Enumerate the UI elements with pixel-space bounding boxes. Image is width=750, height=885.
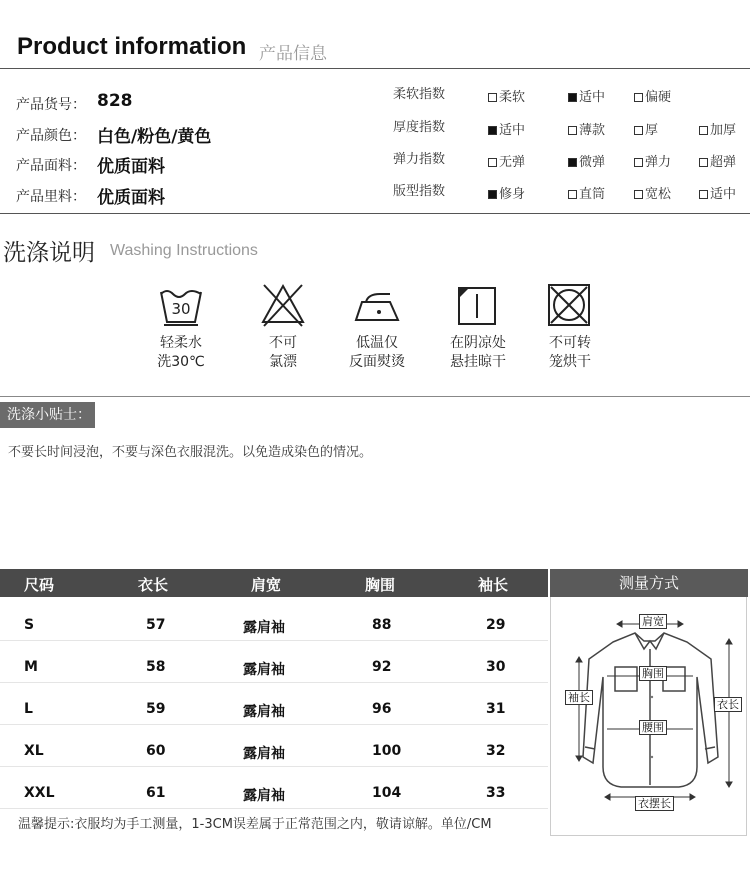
line-dry-shade-icon xyxy=(455,282,501,328)
index-option-label: 适中 xyxy=(579,90,606,105)
row-divider xyxy=(0,682,548,683)
unchecked-box-icon xyxy=(568,190,577,199)
wash-caption-line: 轻柔水 xyxy=(160,335,202,351)
divider xyxy=(0,68,750,69)
row-divider xyxy=(0,808,548,809)
divider xyxy=(0,213,750,214)
unchecked-box-icon xyxy=(634,190,643,199)
index-option-label: 弹力 xyxy=(645,155,672,170)
checked-box-icon xyxy=(568,158,577,167)
sleeve-label: 袖长 xyxy=(565,690,593,705)
index-option xyxy=(634,86,671,105)
wash-temp-label: 30 xyxy=(171,300,191,318)
divider xyxy=(0,396,750,397)
wash-caption-line: 不可转 xyxy=(549,335,591,351)
table-cell: 61 xyxy=(146,785,166,801)
index-option-label: 薄款 xyxy=(579,123,606,138)
table-cell: 33 xyxy=(486,785,506,801)
measure-title: 测量方式 xyxy=(550,569,748,597)
table-cell: 57 xyxy=(146,617,166,633)
index-name: 厚度指数 xyxy=(393,120,446,135)
table-cell: 露肩袖 xyxy=(243,704,285,720)
index-option xyxy=(699,183,736,202)
field-value: 优质面料 xyxy=(97,188,165,208)
table-cell: 露肩袖 xyxy=(243,788,285,804)
checked-box-icon xyxy=(568,93,577,102)
row-divider xyxy=(0,640,548,641)
index-option xyxy=(488,183,525,202)
index-name: 柔软指数 xyxy=(393,87,446,102)
wash-caption-line: 反面熨烫 xyxy=(349,354,405,370)
index-option xyxy=(568,86,605,105)
column-header: 胸围 xyxy=(365,576,396,594)
unchecked-box-icon xyxy=(634,126,643,135)
length-label: 衣长 xyxy=(714,697,742,712)
field-label: 产品面料： xyxy=(16,158,86,174)
wash-caption-line: 在阴凉处 xyxy=(450,335,506,351)
field-label: 产品颜色： xyxy=(16,128,86,144)
index-option-label: 偏硬 xyxy=(645,90,672,105)
size-note: 温馨提示:衣服均为手工测量，1-3CM误差属于正常范围之内，敬请谅解。单位/CM xyxy=(18,817,492,832)
washing-title: 洗涤说明 xyxy=(3,240,95,266)
wash-caption-line: 氯漂 xyxy=(269,354,297,370)
wash-caption-line: 悬挂晾干 xyxy=(450,354,506,370)
shoulder-label: 肩宽 xyxy=(639,614,667,629)
unchecked-box-icon xyxy=(634,158,643,167)
table-cell: 31 xyxy=(486,701,506,717)
wash-caption-line: 笼烘干 xyxy=(549,354,591,370)
row-divider xyxy=(0,724,548,725)
index-option-label: 宽松 xyxy=(645,187,672,202)
table-cell: 29 xyxy=(486,617,506,633)
index-option-label: 适中 xyxy=(710,187,737,202)
table-cell: 露肩袖 xyxy=(243,620,285,636)
no-tumble-dry-icon xyxy=(546,282,592,328)
unchecked-box-icon xyxy=(634,93,643,102)
index-option xyxy=(699,151,736,170)
table-cell: 92 xyxy=(372,659,392,675)
index-name: 弹力指数 xyxy=(393,152,446,167)
wash-30-icon xyxy=(158,282,204,328)
wash-tip-text: 不要长时间浸泡，不要与深色衣服混洗。以免造成染色的情况。 xyxy=(8,445,373,460)
hem-label: 衣摆长 xyxy=(635,796,674,811)
unchecked-box-icon xyxy=(699,158,708,167)
column-header: 袖长 xyxy=(478,576,509,594)
table-cell: 露肩袖 xyxy=(243,662,285,678)
wash-caption xyxy=(332,334,422,372)
index-option xyxy=(634,119,658,138)
table-cell: 59 xyxy=(146,701,166,717)
index-option xyxy=(488,119,525,138)
column-header: 衣长 xyxy=(138,576,169,594)
product-info-title: Product information xyxy=(17,33,247,60)
no-bleach-icon xyxy=(260,282,306,328)
table-cell: XL xyxy=(24,743,44,759)
wash-caption xyxy=(136,334,226,372)
field-value: 优质面料 xyxy=(97,157,165,177)
wash-caption-line: 洗30℃ xyxy=(157,354,205,370)
column-header: 肩宽 xyxy=(251,576,282,594)
table-cell: M xyxy=(24,659,38,675)
column-header: 尺码 xyxy=(24,576,55,594)
table-cell: 58 xyxy=(146,659,166,675)
index-option-label: 柔软 xyxy=(499,90,526,105)
wash-caption xyxy=(525,334,615,372)
index-option-label: 厚 xyxy=(645,123,659,138)
field-value: 白色/粉色/黄色 xyxy=(97,127,212,147)
table-cell: 88 xyxy=(372,617,392,633)
row-divider xyxy=(0,766,548,767)
unchecked-box-icon xyxy=(568,126,577,135)
table-cell: L xyxy=(24,701,33,717)
unchecked-box-icon xyxy=(488,93,497,102)
index-option xyxy=(488,151,525,170)
checked-box-icon xyxy=(488,190,497,199)
field-value: 828 xyxy=(97,91,133,111)
index-option-label: 加厚 xyxy=(710,123,737,138)
field-label: 产品里料： xyxy=(16,189,86,205)
unchecked-box-icon xyxy=(699,126,708,135)
product-info-title-cn: 产品信息 xyxy=(259,44,327,64)
table-cell: 32 xyxy=(486,743,506,759)
wash-caption-line: 低温仅 xyxy=(356,335,398,351)
index-option-label: 无弹 xyxy=(499,155,526,170)
wash-caption xyxy=(238,334,328,372)
field-label: 产品货号： xyxy=(16,97,86,113)
washing-subtitle: Washing Instructions xyxy=(110,242,258,259)
index-option-label: 修身 xyxy=(499,187,526,202)
table-cell: 104 xyxy=(372,785,402,801)
wash-caption-line: 不可 xyxy=(269,335,297,351)
table-cell: 露肩袖 xyxy=(243,746,285,762)
waist-label: 腰围 xyxy=(639,720,667,735)
table-cell: S xyxy=(24,617,35,633)
unchecked-box-icon xyxy=(699,190,708,199)
index-option xyxy=(634,183,671,202)
index-option-label: 微弹 xyxy=(579,155,606,170)
low-iron-icon xyxy=(354,282,400,328)
index-option xyxy=(568,183,605,202)
table-cell: XXL xyxy=(24,785,55,801)
table-cell: 100 xyxy=(372,743,402,759)
index-option-label: 适中 xyxy=(499,123,526,138)
index-option xyxy=(568,151,605,170)
wash-caption xyxy=(433,334,523,372)
checked-box-icon xyxy=(488,126,497,135)
index-name: 版型指数 xyxy=(393,184,446,199)
table-cell: 96 xyxy=(372,701,392,717)
index-option-label: 超弹 xyxy=(710,155,737,170)
measure-panel xyxy=(550,597,747,836)
index-option-label: 直筒 xyxy=(579,187,606,202)
index-option xyxy=(634,151,671,170)
index-option xyxy=(488,86,525,105)
index-option xyxy=(699,119,736,138)
index-option xyxy=(568,119,605,138)
table-cell: 60 xyxy=(146,743,166,759)
unchecked-box-icon xyxy=(488,158,497,167)
wash-tip-label: 洗涤小贴士： xyxy=(0,402,95,428)
table-cell: 30 xyxy=(486,659,506,675)
chest-label: 胸围 xyxy=(639,666,667,681)
